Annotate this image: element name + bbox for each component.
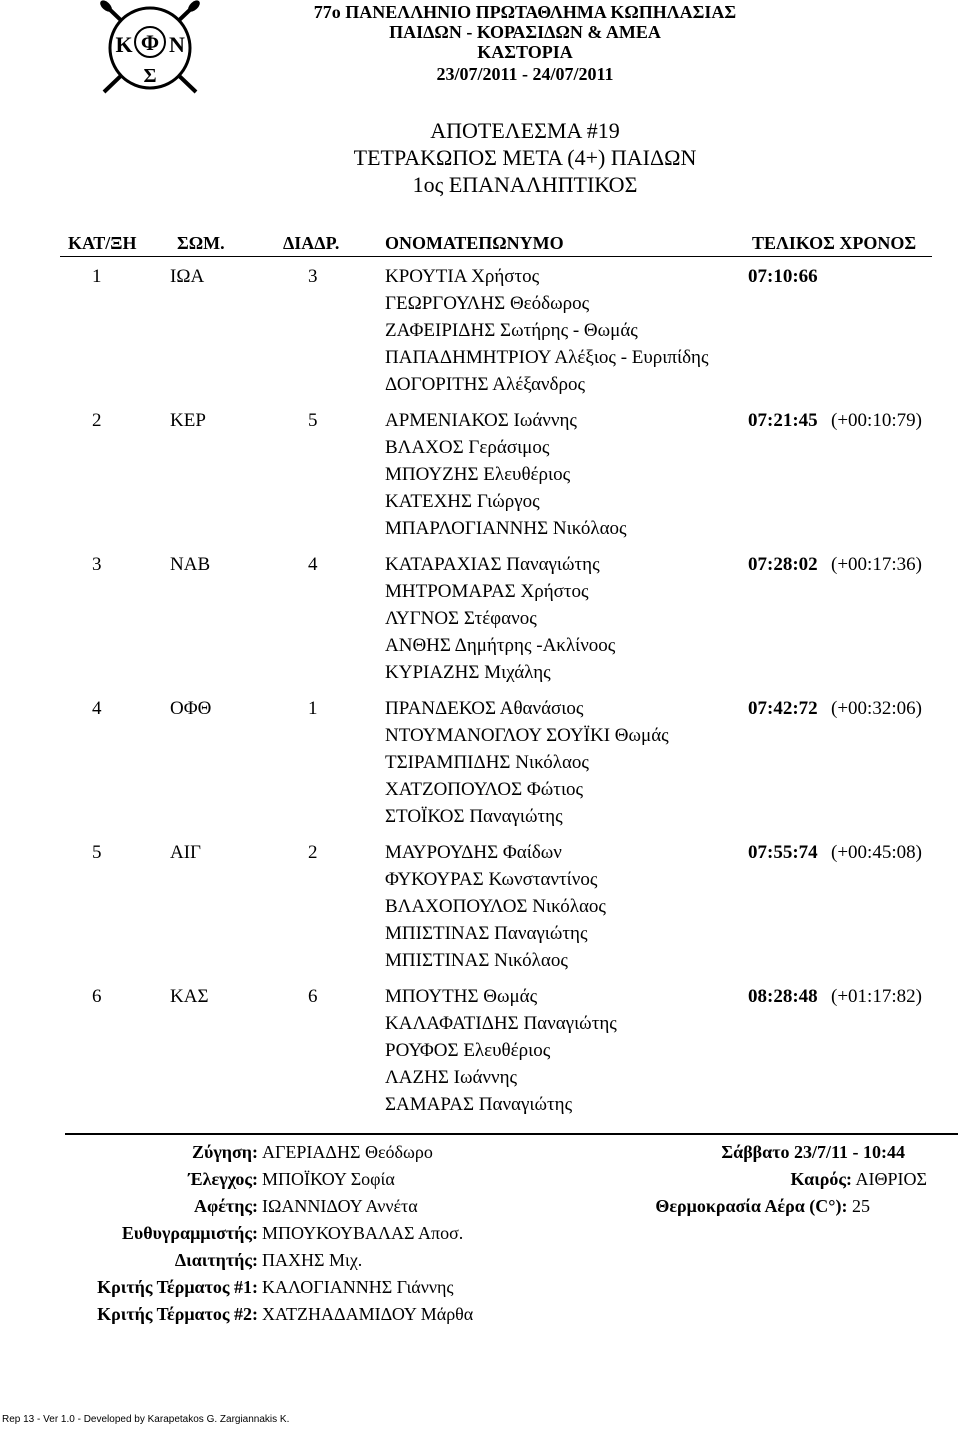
crew-member: ΛΥΓΝΟΣ Στέφανος xyxy=(385,608,537,629)
crew-member: ΠΡΑΝΔΕΚΟΣ Αθανάσιος xyxy=(385,698,584,719)
logo-letter-n: Ν xyxy=(169,32,185,57)
crew-member: ΚΥΡΙΑΖΗΣ Μιχάλης xyxy=(385,662,551,683)
club-code: ΑΙΓ xyxy=(170,842,202,863)
column-header-club: ΣΩΜ. xyxy=(177,233,225,253)
rank: 5 xyxy=(92,842,102,863)
club-code: ΚΕΡ xyxy=(170,410,206,431)
time-gap: (+00:10:79) xyxy=(831,410,922,431)
time-gap: (+01:17:82) xyxy=(831,986,922,1007)
crew-member: ΣΤΟΪΚΟΣ Παναγιώτης xyxy=(385,806,563,827)
rank: 3 xyxy=(92,554,102,575)
crew-member: ΒΛΑΧΟΣ Γεράσιμος xyxy=(385,437,550,458)
club-code: ΝΑΒ xyxy=(170,554,211,575)
crew-list xyxy=(385,695,669,830)
lane-number: 3 xyxy=(308,266,318,287)
official-name: ΑΓΕΡΙΑΔΗΣ Θεόδωρο xyxy=(262,1142,433,1162)
official-line xyxy=(0,1301,600,1328)
crew-member: ΛΑΖΗΣ Ιωάννης xyxy=(385,1067,518,1088)
crew-member: ΖΑΦΕΙΡΙΔΗΣ Σωτήρης - Θωμάς xyxy=(385,320,638,341)
club-code: ΙΩΑ xyxy=(170,266,205,287)
official-role: Ζύγηση: xyxy=(192,1142,258,1162)
logo-letter-sigma: Σ xyxy=(143,65,157,87)
crew-list xyxy=(385,839,606,974)
crew-member: ΜΠΙΣΤΙΝΑΣ Νικόλαος xyxy=(385,950,568,971)
crew-list xyxy=(385,407,627,542)
crew-member: ΤΣΙΡΑΜΠΙΔΗΣ Νικόλαος xyxy=(385,752,589,773)
crew-list xyxy=(385,263,709,398)
official-name: ΙΩΑΝΝΙΔΟΥ Αννέτα xyxy=(262,1196,418,1216)
footer-divider xyxy=(65,1133,958,1135)
crew-member: ΑΡΜΕΝΙΑΚΟΣ Ιωάννης xyxy=(385,410,577,431)
official-role: Έλεγχος: xyxy=(188,1169,258,1189)
official-name: ΜΠΟΥΚΟΥΒΑΛΑΣ Αποσ. xyxy=(262,1223,464,1243)
header-divider xyxy=(60,256,932,257)
final-time: 07:28:02 xyxy=(748,554,818,575)
weather-line xyxy=(790,1166,927,1193)
crew-member: ΜΑΥΡΟΥΔΗΣ Φαίδων xyxy=(385,842,562,863)
lane-number: 6 xyxy=(308,986,318,1007)
lane-number: 4 xyxy=(308,554,318,575)
time-gap: (+00:17:36) xyxy=(831,554,922,575)
crew-member: ΔΟΓΟΡΙΤΗΣ Αλέξανδρος xyxy=(385,374,585,395)
crew-member: ΜΠΟΥΤΗΣ Θωμάς xyxy=(385,986,538,1007)
final-time: 07:55:74 xyxy=(748,842,818,863)
result-row xyxy=(0,839,960,979)
championship-header xyxy=(275,2,775,84)
time-gap: (+00:45:08) xyxy=(831,842,922,863)
crew-member: ΒΛΑΧΟΠΟΥΛΟΣ Νικόλαος xyxy=(385,896,606,917)
report-credit: Rep 13 - Ver 1.0 - Developed by Karapetakos G. Zargiannakis K. xyxy=(2,1414,290,1425)
column-header-rank: ΚΑΤ/ΞΗ xyxy=(68,233,137,253)
official-line xyxy=(0,1139,600,1166)
official-role: Αφέτης: xyxy=(193,1196,258,1216)
crew-member: ΚΑΤΕΧΗΣ Γιώργος xyxy=(385,491,540,512)
official-name: ΜΠΟΪΚΟΥ Σοφία xyxy=(262,1169,395,1189)
crew-member: ΜΠΙΣΤΙΝΑΣ Παναγιώτης xyxy=(385,923,588,944)
rank: 6 xyxy=(92,986,102,1007)
temperature-value: 25 xyxy=(852,1196,870,1216)
crew-list xyxy=(385,983,617,1118)
club-code: ΟΦΘ xyxy=(170,698,212,719)
temperature-label: Θερμοκρασία Αέρα (C°): xyxy=(655,1196,848,1216)
crew-member: ΚΑΤΑΡΑΧΙΑΣ Παναγιώτης xyxy=(385,554,600,575)
official-role: Ευθυγραμμιστής: xyxy=(121,1223,258,1243)
column-header-lane: ΔΙΑΔΡ. xyxy=(283,233,340,253)
official-role: Κριτής Τέρματος #2: xyxy=(97,1304,258,1324)
category: ΠΑΙΔΩΝ - ΚΟΡΑΣΙΔΩΝ & ΑΜΕΑ xyxy=(389,22,661,42)
crew-member: ΜΠΑΡΛΟΓΙΑΝΝΗΣ Νικόλαος xyxy=(385,518,627,539)
official-line xyxy=(0,1220,600,1247)
lane-number: 2 xyxy=(308,842,318,863)
logo-letter-k: Κ xyxy=(115,32,133,57)
venue: ΚΑΣΤΟΡΙΑ xyxy=(477,42,573,62)
result-row xyxy=(0,263,960,403)
crew-member: ΝΤΟΥΜΑΝΟΓΛΟΥ ΣΟΥΪΚΙ Θωμάς xyxy=(385,725,669,746)
event-name: ΤΕΤΡΑΚΩΠΟΣ ΜΕΤΑ (4+) ΠΑΙΔΩΝ xyxy=(353,145,697,170)
crew-member: ΠΑΠΑΔΗΜΗΤΡΙΟΥ Αλέξιος - Ευριπίδης xyxy=(385,347,709,368)
weather-value: ΑΙΘΡΙΟΣ xyxy=(855,1169,927,1189)
official-name: ΧΑΤΖΗΑΔΑΜΙΔΟΥ Μάρθα xyxy=(262,1304,474,1324)
official-line xyxy=(0,1247,600,1274)
final-time: 07:10:66 xyxy=(748,266,818,287)
race-header xyxy=(275,117,775,198)
rank: 1 xyxy=(92,266,102,287)
column-header-names: ΟΝΟΜΑΤΕΠΩΝΥΜΟ xyxy=(385,233,564,253)
official-line xyxy=(0,1166,600,1193)
race-name: 1ος ΕΠΑΝΑΛΗΠΤΙΚΟΣ xyxy=(412,172,638,197)
crew-member: ΚΡΟΥΤΙΑ Χρήστος xyxy=(385,266,540,287)
crew-member: ΓΕΩΡΓΟΥΛΗΣ Θεόδωρος xyxy=(385,293,590,314)
result-row xyxy=(0,407,960,547)
temperature-line xyxy=(655,1193,870,1220)
official-line xyxy=(0,1274,600,1301)
official-role: Διαιτητής: xyxy=(174,1250,258,1270)
result-row xyxy=(0,695,960,835)
final-time: 07:42:72 xyxy=(748,698,818,719)
lane-number: 1 xyxy=(308,698,318,719)
rank: 4 xyxy=(92,698,102,719)
official-name: ΠΑΧΗΣ Μιχ. xyxy=(262,1250,363,1270)
race-datetime: Σάββατο 23/7/11 - 10:44 xyxy=(721,1142,905,1162)
official-role: Κριτής Τέρματος #1: xyxy=(97,1277,258,1297)
club-code: ΚΑΣ xyxy=(170,986,209,1007)
weather-label: Καιρός: xyxy=(790,1169,852,1189)
result-row xyxy=(0,983,960,1123)
lane-number: 5 xyxy=(308,410,318,431)
rank: 2 xyxy=(92,410,102,431)
crew-member: ΚΑΛΑΦΑΤΙΔΗΣ Παναγιώτης xyxy=(385,1013,617,1034)
time-gap: (+00:32:06) xyxy=(831,698,922,719)
result-title: ΑΠΟΤΕΛΕΣΜΑ #19 xyxy=(430,118,620,143)
dates: 23/07/2011 - 24/07/2011 xyxy=(436,64,614,84)
official-name: ΚΑΛΟΓΙΑΝΝΗΣ Γιάννης xyxy=(262,1277,454,1297)
column-header-time: ΤΕΛΙΚΟΣ ΧΡΟΝΟΣ xyxy=(752,233,917,253)
final-time: 08:28:48 xyxy=(748,986,818,1007)
crew-member: ΜΗΤΡΟΜΑΡΑΣ Χρήστος xyxy=(385,581,589,602)
crew-member: ΡΟΥΦΟΣ Ελευθέριος xyxy=(385,1040,551,1061)
crew-member: ΣΑΜΑΡΑΣ Παναγιώτης xyxy=(385,1094,573,1115)
official-line xyxy=(0,1193,600,1220)
logo-letter-phi: Φ xyxy=(140,30,160,55)
crew-member: ΜΠΟΥΖΗΣ Ελευθέριος xyxy=(385,464,571,485)
final-time: 07:21:45 xyxy=(748,410,818,431)
crew-list xyxy=(385,551,615,686)
championship-name: 77o ΠΑΝΕΛΛΗΝΙΟ ΠΡΩΤΑΘΛΗΜΑ ΚΩΠΗΛΑΣΙΑΣ xyxy=(313,2,737,22)
result-row xyxy=(0,551,960,691)
crew-member: ΑΝΘΗΣ Δημήτρης -Ακλίνοος xyxy=(385,635,616,656)
crew-member: ΦΥΚΟΥΡΑΣ Κωνσταντίνος xyxy=(385,869,598,890)
crew-member: ΧΑΤΖΟΠΟΥΛΟΣ Φώτιος xyxy=(385,779,584,800)
federation-logo xyxy=(98,0,202,96)
